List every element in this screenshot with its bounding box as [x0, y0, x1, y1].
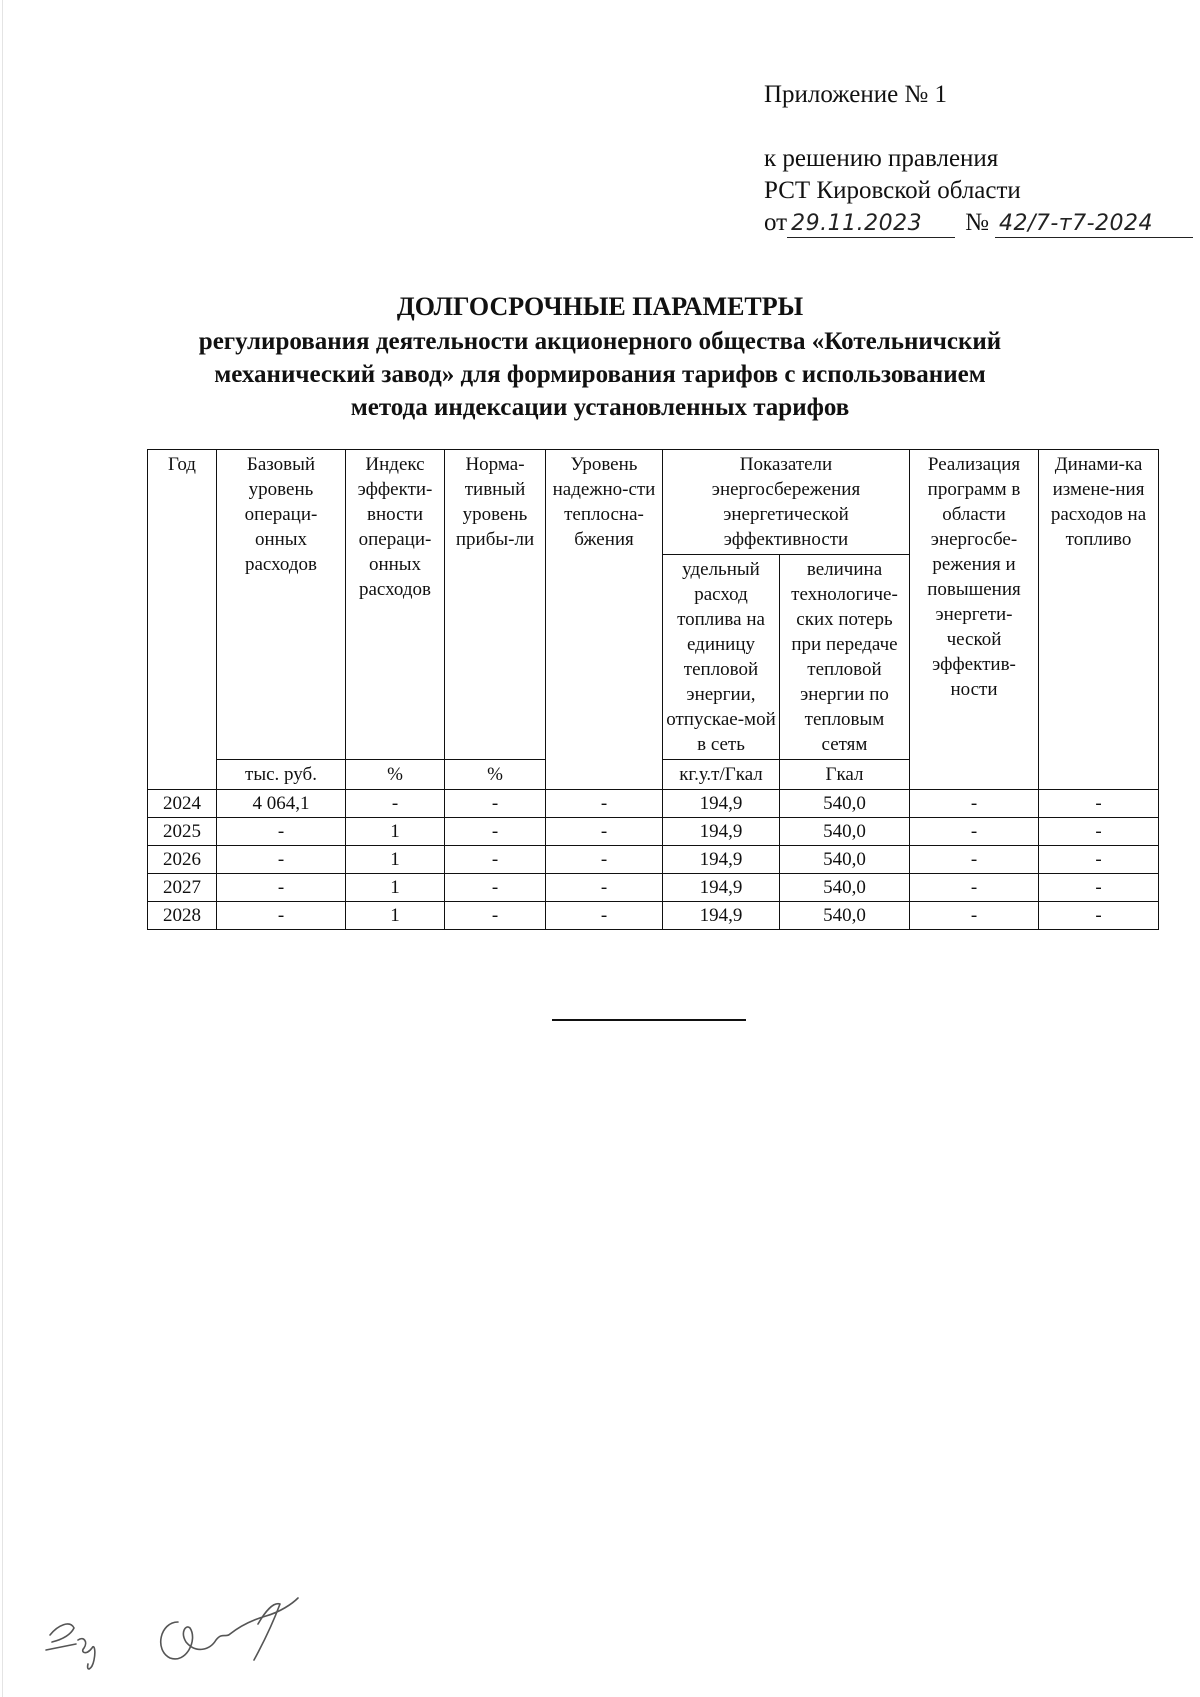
handwritten-signature — [30, 1580, 310, 1680]
cell-efficiency-index: 1 — [346, 818, 445, 846]
from-prefix: от — [764, 209, 788, 236]
table-row — [148, 818, 1159, 846]
title-line-1: ДОЛГОСРОЧНЫЕ ПАРАМЕТРЫ — [396, 292, 804, 321]
cell-reliability: - — [546, 902, 663, 930]
cell-reliability: - — [546, 874, 663, 902]
cell-specific-fuel: 194,9 — [663, 874, 780, 902]
cell-specific-fuel: 194,9 — [663, 790, 780, 818]
cell-year: 2024 — [148, 790, 217, 818]
cell-fuel-dynamics: - — [1039, 874, 1159, 902]
title-line-4: метода индексации установленных тарифов — [350, 394, 850, 421]
cell-efficiency-index: - — [346, 790, 445, 818]
title-line-2: регулирования деятельности акционерного общества «Котельничский — [198, 328, 1002, 355]
cell-year: 2027 — [148, 874, 217, 902]
scan-edge — [2, 0, 3, 1697]
decision-date-number — [764, 207, 1193, 239]
cell-reliability: - — [546, 790, 663, 818]
cell-heat-losses: 540,0 — [780, 902, 910, 930]
header-reliability: Уровень надежно-сти теплосна-бжения — [546, 450, 663, 790]
cell-base-opex: - — [217, 902, 346, 930]
unit-heat-losses: Гкал — [780, 760, 910, 790]
header-fuel-dynamics: Динами-ка измене-ния расходов на топливо — [1039, 450, 1159, 790]
header-profit-level: Норма-тивный уровень прибы-ли — [445, 450, 546, 760]
header-year: Год — [148, 450, 217, 790]
header-specific-fuel: удельный расход топлива на единицу тепловой энергии, отпускае-мой в сеть — [663, 555, 780, 760]
header-efficiency-index: Индекс эффекти-вности операци-онных расходов — [346, 450, 445, 760]
cell-specific-fuel: 194,9 — [663, 846, 780, 874]
cell-profit-level: - — [445, 790, 546, 818]
cell-efficiency-index: 1 — [346, 846, 445, 874]
decision-line-1: к решению правления — [764, 145, 999, 172]
cell-heat-losses: 540,0 — [780, 818, 910, 846]
document-title — [130, 290, 1070, 423]
table-row — [148, 846, 1159, 874]
cell-heat-losses: 540,0 — [780, 790, 910, 818]
cell-programs: - — [910, 790, 1039, 818]
cell-heat-losses: 540,0 — [780, 874, 910, 902]
header-programs: Реализация программ в области энергосбе-режения и повышения энергети-ческой эффектив-ности — [910, 450, 1039, 790]
cell-efficiency-index: 1 — [346, 902, 445, 930]
cell-profit-level: - — [445, 902, 546, 930]
number-sign: № — [965, 209, 989, 236]
cell-year: 2028 — [148, 902, 217, 930]
unit-specific-fuel: кг.у.т/Гкал — [663, 760, 780, 790]
cell-reliability: - — [546, 818, 663, 846]
decision-reference — [764, 143, 1193, 239]
cell-base-opex: 4 064,1 — [217, 790, 346, 818]
cell-base-opex: - — [217, 874, 346, 902]
cell-programs: - — [910, 874, 1039, 902]
appendix-label: Приложение № 1 — [764, 81, 948, 108]
cell-fuel-dynamics: - — [1039, 902, 1159, 930]
handwritten-number: 42/7-т7-2024 — [995, 211, 1193, 238]
handwritten-date: 29.11.2023 — [787, 211, 955, 238]
cell-base-opex: - — [217, 818, 346, 846]
parameters-table — [147, 449, 1159, 930]
table-row — [148, 902, 1159, 930]
cell-fuel-dynamics: - — [1039, 818, 1159, 846]
cell-year: 2025 — [148, 818, 217, 846]
cell-specific-fuel: 194,9 — [663, 902, 780, 930]
cell-year: 2026 — [148, 846, 217, 874]
header-base-opex: Базовый уровень операци-онных расходов — [217, 450, 346, 760]
cell-profit-level: - — [445, 818, 546, 846]
table-row — [148, 874, 1159, 902]
closing-divider — [552, 1019, 746, 1021]
cell-profit-level: - — [445, 846, 546, 874]
title-line-3: механический завод» для формирования тарифов с использованием — [214, 361, 986, 388]
cell-programs: - — [910, 846, 1039, 874]
cell-heat-losses: 540,0 — [780, 846, 910, 874]
decision-line-2: РСТ Кировской области — [764, 177, 1021, 204]
cell-efficiency-index: 1 — [346, 874, 445, 902]
unit-profit-level: % — [445, 760, 546, 790]
cell-fuel-dynamics: - — [1039, 790, 1159, 818]
cell-reliability: - — [546, 846, 663, 874]
cell-profit-level: - — [445, 874, 546, 902]
header-heat-losses: величина технологиче-ских потерь при передаче тепловой энергии по тепловым сетям — [780, 555, 910, 760]
unit-efficiency-index: % — [346, 760, 445, 790]
cell-programs: - — [910, 818, 1039, 846]
cell-fuel-dynamics: - — [1039, 846, 1159, 874]
cell-specific-fuel: 194,9 — [663, 818, 780, 846]
unit-base-opex: тыс. руб. — [217, 760, 346, 790]
table-row — [148, 790, 1159, 818]
cell-programs: - — [910, 902, 1039, 930]
header-energy-saving-group: Показатели энергосбережения энергетической эффективности — [663, 450, 910, 555]
cell-base-opex: - — [217, 846, 346, 874]
